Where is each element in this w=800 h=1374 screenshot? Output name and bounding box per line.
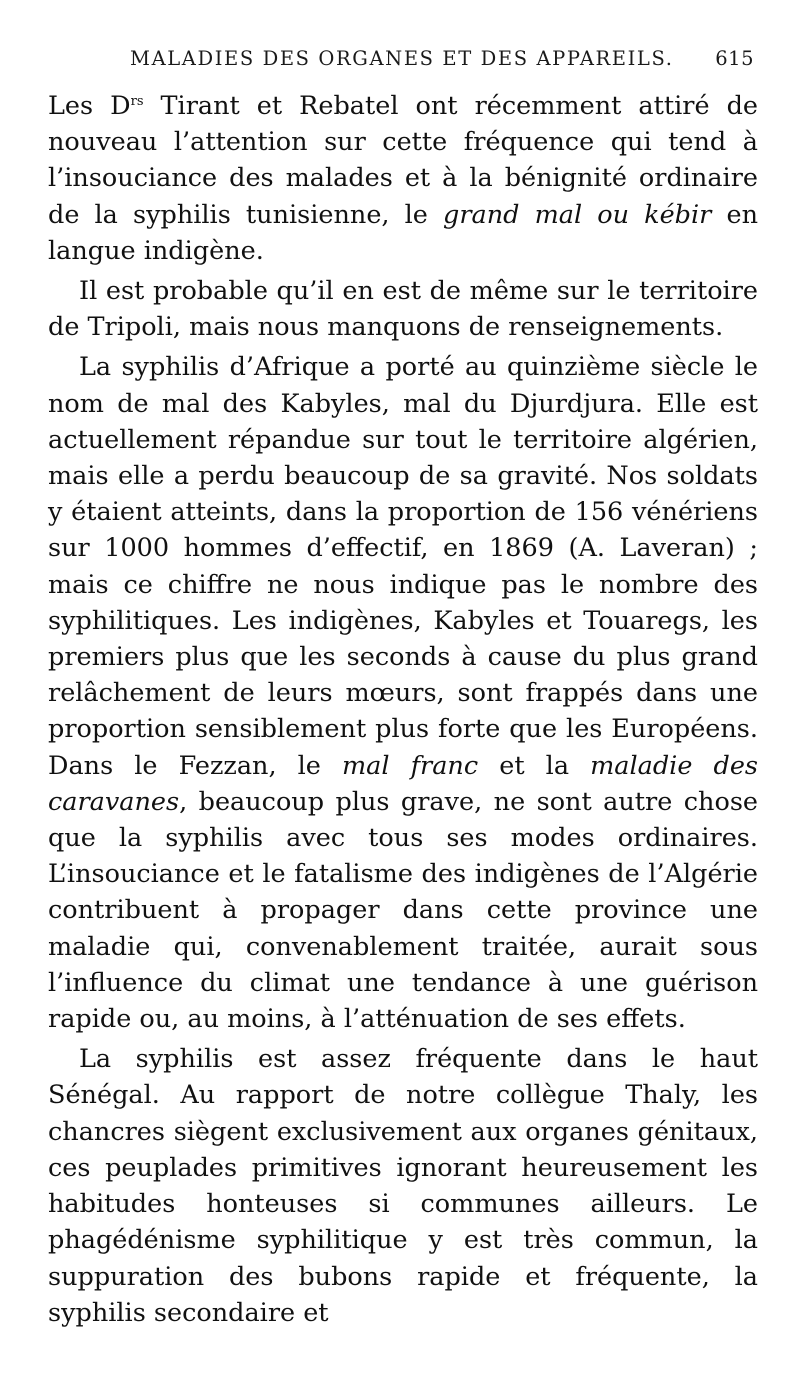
- text-run: Les D: [48, 91, 131, 121]
- text-run: Il est probable qu’il en est de même sur le territoire de Tripoli, mais nous manquons de renseignements.: [48, 276, 758, 343]
- text-run: et la: [478, 750, 591, 781]
- paragraph: [48, 84, 758, 269]
- body-text: [48, 84, 758, 1331]
- running-head: [48, 34, 758, 84]
- paragraph: [48, 1041, 758, 1331]
- text-run: La syphilis d’Afrique a porté au quinzième siècle le nom de mal des Kabyles, mal du Djurdjura. Elle est actuellement répandue sur tout le territoire algérien, mais elle a perdu beaucoup de sa gravité. Nos soldats y étaient atteints, dans la proportion de 156 vénériens sur 1000 hommes d’effectif, en 1869 (A. Laveran) ; mais ce chiffre ne nous indique pas le nombre des syphilitiques. Les indigènes, Kabyles et Touaregs, les premiers plus que les seconds à cause du plus grand relâchement de leurs mœurs, sont frappés dans une proportion sensiblement plus forte que les Européens. Dans le Fezzan, le: [48, 352, 758, 781]
- text-run: , beaucoup plus grave, ne sont autre chose que la syphilis avec tous ses modes ordinaires. L’insouciance et le fatalisme des indigènes de l’Algérie contribuent à propager dans cette province une maladie qui, convenablement traitée, aurait sous l’influence du climat une tendance à une guérison rapide ou, au moins, à l’atténuation de ses effets.: [48, 786, 758, 1035]
- paragraph: [48, 349, 758, 1037]
- running-title: MALADIES DES ORGANES ET DES APPAREILS.: [130, 47, 674, 70]
- page-number: 615: [715, 47, 754, 70]
- superscript-abbrev: rs: [130, 94, 144, 109]
- italic-term: grand mal ou kébir: [443, 199, 712, 230]
- italic-term: mal franc: [341, 750, 479, 781]
- text-run: La syphilis est assez fréquente dans le haut Sénégal. Au rapport de notre collègue Thaly, les chancres siègent exclusivement aux organes génitaux, ces peuplades primitives ignorant heureusement les habitudes honteuses si communes ailleurs. Le phagédénisme syphilitique y est très commun, la suppuration des bubons rapide et fréquente, la syphilis secondaire et: [48, 1044, 758, 1328]
- italic-term: maladie des caravanes: [48, 750, 759, 817]
- paragraph: [48, 273, 758, 345]
- text-run: Tirant et Rebatel ont récemment attiré de nouveau l’attention sur cette fréquence qui tend à l’insouciance des malades et à la bénignité ordinaire de la syphilis tunisienne, le: [48, 91, 758, 230]
- text-run: en langue indigène.: [48, 199, 758, 266]
